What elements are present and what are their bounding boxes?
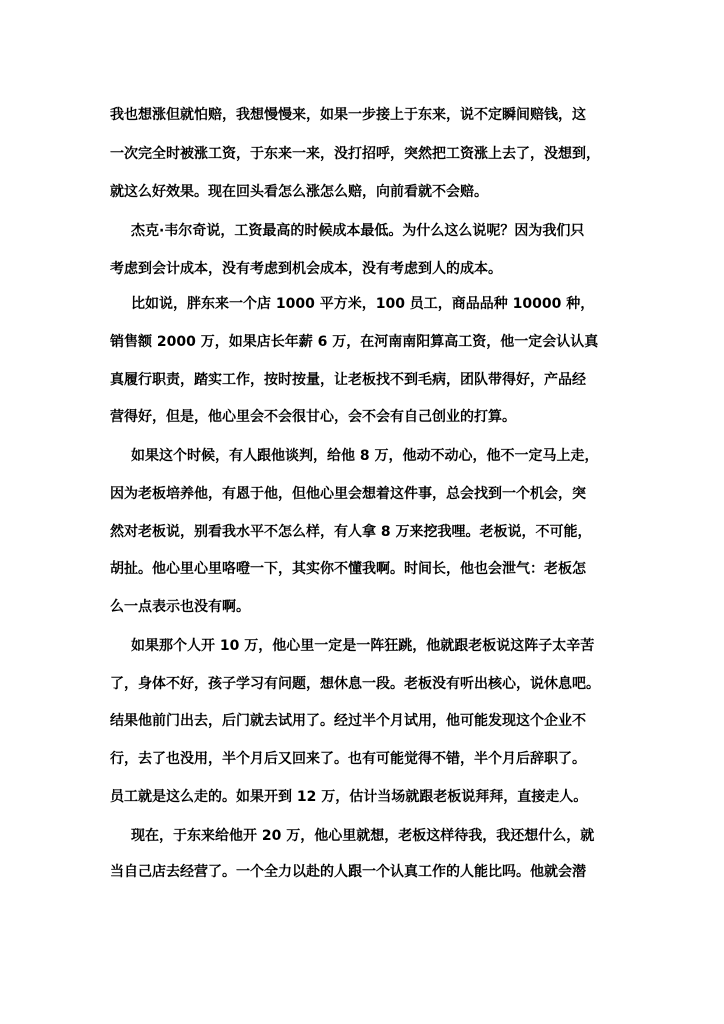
text-line-3: 就这么好效果。现在回头看怎么涨怎么赔，向前看就不会赔。 xyxy=(110,184,488,200)
text-line-19: 员工就是这么走的。如果开到 12 万，估计当场就跟老板说拜拜，直接走人。 xyxy=(110,789,588,805)
text-line-6: 比如说，胖东来一个店 1000 平方米，100 员工，商品品种 10000 种， xyxy=(131,296,595,312)
text-line-9: 营得好，但是，他心里会不会很甘心，会不会有自己创业的打算。 xyxy=(110,409,516,425)
text-line-5: 考虑到会计成本，没有考虑到机会成本，没有考虑到人的成本。 xyxy=(110,261,502,277)
text-line-10: 如果这个时候，有人跟他谈判，给他 8 万，他动不动心，他不一定马上走， xyxy=(131,448,599,464)
text-line-20: 现在，于东来给他开 20 万，他心里就想，老板这样待我，我还想什么，就 xyxy=(131,828,595,844)
text-line-4: 杰克·韦尔奇说，工资最高的时候成本最低。为什么这么说呢？因为我们只 xyxy=(131,223,585,239)
text-line-16: 了，身体不好，孩子学习有问题，想休息一段。老板没有听出核心，说休息吧。 xyxy=(110,676,600,692)
text-line-8: 真履行职责，踏实工作，按时按量，让老板找不到毛病，团队带得好，产品经 xyxy=(110,372,586,388)
text-line-2: 一次完全时被涨工资，于东来一来，没打招呼，突然把工资涨上去了，没想到， xyxy=(110,146,600,162)
text-line-1: 我也想涨但就怕赔，我想慢慢来，如果一步接上于东来，说不定瞬间赔钱，这 xyxy=(110,107,586,123)
text-line-21: 当自己店去经营了。一个全力以赴的人跟一个认真工作的人能比吗。他就会潜 xyxy=(110,864,586,880)
text-line-7: 销售额 2000 万，如果店长年薪 6 万，在河南南阳算高工资，他一定会认认真 xyxy=(110,334,599,350)
text-line-14: 么一点表示也没有啊。 xyxy=(110,599,250,615)
text-line-18: 行，去了也没用，半个月后又回来了。也有可能觉得不错，半个月后辞职了。 xyxy=(110,751,586,767)
text-line-11: 因为老板培养他，有恩于他，但他心里会想着这件事，总会找到一个机会，突 xyxy=(110,486,586,502)
text-line-12: 然对老板说，别看我水平不怎么样，有人拿 8 万来挖我哩。老板说，不可能， xyxy=(110,524,592,540)
text-line-13: 胡扯。他心里心里咯噔一下，其实你不懂我啊。时间长，他也会泄气：老板怎 xyxy=(110,561,586,577)
text-line-15: 如果那个人开 10 万，他心里一定是一阵狂跳，他就跟老板说这阵子太辛苦 xyxy=(131,638,595,654)
text-line-17: 结果他前门出去，后门就去试用了。经过半个月试用，他可能发现这个企业不 xyxy=(110,713,586,729)
